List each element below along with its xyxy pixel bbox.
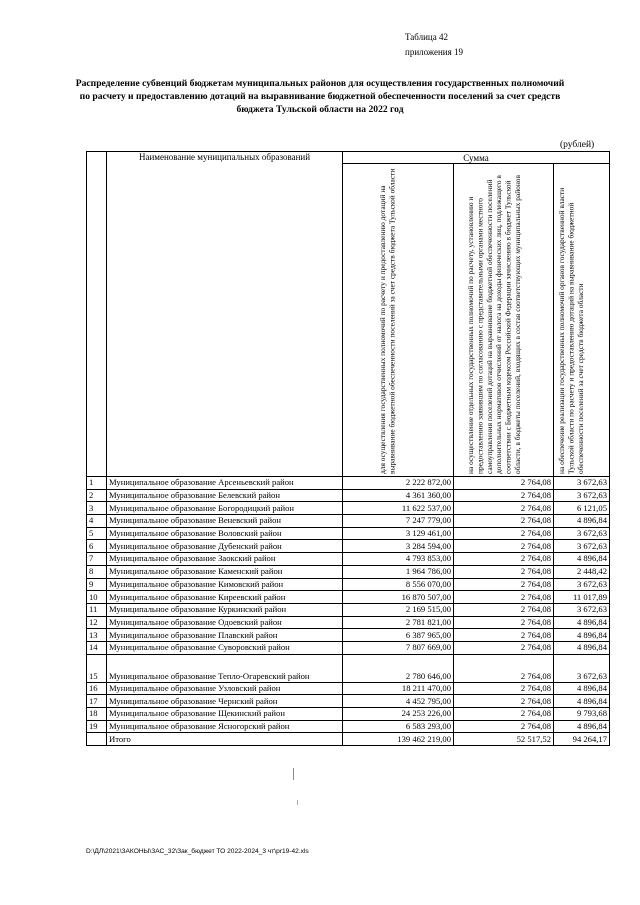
row-col-3: 6 121,05 (554, 502, 610, 515)
row-name: Муниципальное образование Щекинский район (107, 708, 343, 721)
table-row (87, 695, 610, 708)
row-col-1: 2 780 646,00 (343, 654, 454, 682)
row-name: Муниципальное образование Плавский район (107, 629, 343, 642)
header-col-2 (454, 164, 554, 477)
row-name: Муниципальное образование Узловский район (107, 682, 343, 695)
header-sum: Сумма (343, 152, 610, 164)
row-col-2: 2 764,08 (454, 629, 554, 642)
row-name: Муниципальное образование Чернский район (107, 695, 343, 708)
row-col-3: 4 896,84 (554, 720, 610, 733)
row-col-2: 2 764,08 (454, 591, 554, 604)
row-name: Муниципальное образование Арсеньевский район (107, 477, 343, 490)
row-col-1: 8 556 070,00 (343, 578, 454, 591)
table-row (87, 616, 610, 629)
header-name: Наименование муниципальных образований (107, 152, 343, 477)
row-col-1: 2 222 872,00 (343, 477, 454, 490)
header-col-3 (554, 164, 610, 477)
units-label: (рублей) (560, 140, 595, 150)
table-row (87, 720, 610, 733)
row-col-1: 4 361 360,00 (343, 489, 454, 502)
row-col-2: 2 764,08 (454, 502, 554, 515)
total-number (87, 733, 107, 746)
row-name: Муниципальное образование Веневский район (107, 515, 343, 528)
total-label: Итого (107, 733, 343, 746)
row-col-1: 2 169 515,00 (343, 603, 454, 616)
row-number: 10 (87, 591, 107, 604)
table-row (87, 540, 610, 553)
table-row (87, 682, 610, 695)
table-row (87, 591, 610, 604)
row-name: Муниципальное образование Ясногорский район (107, 720, 343, 733)
row-col-1: 7 807 669,00 (343, 641, 454, 654)
row-number: 6 (87, 540, 107, 553)
row-number: 16 (87, 682, 107, 695)
row-col-2: 2 764,08 (454, 682, 554, 695)
row-col-1: 11 622 537,00 (343, 502, 454, 515)
row-col-2: 2 764,08 (454, 695, 554, 708)
row-col-3: 4 896,84 (554, 553, 610, 566)
row-name: Муниципальное образование Заокский район (107, 553, 343, 566)
header-col-3-text: на обеспечение реализации государственных полномочий органов государственной власти Тульской области по расчету и предоставлению дотаций на выравнивание бюджетной обеспеченности поселений за счет средств бюджета области (556, 187, 585, 474)
row-number: 18 (87, 708, 107, 721)
row-col-2: 2 764,08 (454, 515, 554, 528)
header-col-2-text: на осуществление отдельных государственных полномочий по расчету, установлению и предоставлению заявившим по согласованию с представительными органами местного самоуправления поселений дотаций на выравнивание бюджетной обеспеченности поселений дополнительных нормативов отчислений от налога на доходы физических лиц, подлежащего в соответствии с Бюджетным кодексом Российской Федерации зачислению в бюджет Тульской области, в бюджеты поселений, входящих в состав соответствующих муниципальных районов (465, 175, 522, 474)
row-col-1: 18 211 470,00 (343, 682, 454, 695)
table-row (87, 708, 610, 721)
total-col-3: 94 264,17 (554, 733, 610, 746)
row-col-3: 3 672,63 (554, 654, 610, 682)
row-col-3: 4 896,84 (554, 641, 610, 654)
row-number: 2 (87, 489, 107, 502)
row-name: Муниципальное образование Тепло-Огаревский район (107, 654, 343, 682)
row-name: Муниципальное образование Каменский район (107, 565, 343, 578)
row-name: Муниципальное образование Кимовский район (107, 578, 343, 591)
row-col-3: 4 896,84 (554, 629, 610, 642)
row-col-1: 3 284 594,00 (343, 540, 454, 553)
table-row (87, 641, 610, 654)
row-col-1: 3 129 461,00 (343, 527, 454, 540)
table-row (87, 489, 610, 502)
row-number: 17 (87, 695, 107, 708)
scan-mark-2 (297, 800, 298, 805)
row-col-1: 2 781 821,00 (343, 616, 454, 629)
row-number: 9 (87, 578, 107, 591)
row-col-2: 2 764,08 (454, 527, 554, 540)
row-name: Муниципальное образование Воловский район (107, 527, 343, 540)
row-number: 11 (87, 603, 107, 616)
row-number: 13 (87, 629, 107, 642)
row-number: 4 (87, 515, 107, 528)
row-col-2: 2 764,08 (454, 489, 554, 502)
row-number: 5 (87, 527, 107, 540)
row-col-2: 2 764,08 (454, 540, 554, 553)
total-col-2: 52 517,52 (454, 733, 554, 746)
total-col-1: 139 462 219,00 (343, 733, 454, 746)
row-col-3: 3 672,63 (554, 489, 610, 502)
table-row (87, 515, 610, 528)
row-col-2: 2 764,08 (454, 720, 554, 733)
row-col-2: 2 764,08 (454, 708, 554, 721)
title-line-2: по расчету и предоставлению дотаций на выравнивание бюджетной обеспеченности поселений за счет средств (79, 91, 561, 102)
row-col-1: 6 387 965,00 (343, 629, 454, 642)
row-col-1: 24 253 226,00 (343, 708, 454, 721)
row-col-1: 4 452 795,00 (343, 695, 454, 708)
table-row (87, 578, 610, 591)
total-row (87, 733, 610, 746)
row-col-1: 1 964 786,00 (343, 565, 454, 578)
row-number: 3 (87, 502, 107, 515)
row-col-2: 2 764,08 (454, 616, 554, 629)
subsidy-table (86, 151, 610, 746)
table-row (87, 629, 610, 642)
title-line-3: бюджета Тульской области на 2022 год (236, 104, 404, 115)
table-row (87, 603, 610, 616)
row-col-2: 2 764,08 (454, 654, 554, 682)
scan-mark (293, 768, 294, 780)
table-row (87, 565, 610, 578)
row-col-2: 2 764,08 (454, 553, 554, 566)
row-col-2: 2 764,08 (454, 578, 554, 591)
file-path-footer: D:\ДЛ\2021\ЗАКОНЫ\ЗАС_32\Зак_бюджет ТО 2022-2024_3 чт\pr19-42.xls (86, 848, 309, 855)
row-col-2: 2 764,08 (454, 477, 554, 490)
row-col-3: 3 672,63 (554, 603, 610, 616)
row-col-2: 2 764,08 (454, 603, 554, 616)
row-number: 1 (87, 477, 107, 490)
row-col-3: 4 896,84 (554, 616, 610, 629)
row-col-3: 2 448,42 (554, 565, 610, 578)
table-row (87, 477, 610, 490)
table-row (87, 553, 610, 566)
row-col-3: 3 672,63 (554, 540, 610, 553)
row-col-3: 11 017,89 (554, 591, 610, 604)
table-body (87, 477, 610, 746)
row-name: Муниципальное образование Одоевский район (107, 616, 343, 629)
row-name: Муниципальное образование Суворовский район (107, 641, 343, 654)
header-number (87, 152, 107, 477)
row-col-3: 3 672,63 (554, 527, 610, 540)
row-col-3: 4 896,84 (554, 695, 610, 708)
row-col-2: 2 764,08 (454, 641, 554, 654)
table-row (87, 527, 610, 540)
table-reference (405, 30, 525, 60)
table-number: Таблица 42 (405, 32, 448, 42)
row-col-2: 2 764,08 (454, 565, 554, 578)
row-col-1: 6 583 293,00 (343, 720, 454, 733)
table-row (87, 654, 610, 682)
row-number: 7 (87, 553, 107, 566)
row-name: Муниципальное образование Дубенский район (107, 540, 343, 553)
row-name: Муниципальное образование Киреевский район (107, 591, 343, 604)
document-title (70, 77, 570, 116)
row-col-3: 4 896,84 (554, 682, 610, 695)
row-number: 14 (87, 641, 107, 654)
row-col-3: 9 793,68 (554, 708, 610, 721)
row-col-3: 4 896,84 (554, 515, 610, 528)
row-number: 15 (87, 654, 107, 682)
title-line-1: Распределение субвенций бюджетам муниципальных районов для осуществления государственных полномочий (75, 78, 565, 89)
row-col-3: 3 672,63 (554, 477, 610, 490)
row-col-1: 16 870 507,00 (343, 591, 454, 604)
header-col-1-text: для осуществления государственных полномочий по расчету и предоставлению дотаций на выравнивание бюджетной обеспеченности поселений за счет средств бюджета Тульской области (378, 168, 397, 474)
row-col-1: 7 247 779,00 (343, 515, 454, 528)
table-row (87, 502, 610, 515)
header-col-1 (343, 164, 454, 477)
row-name: Муниципальное образование Куркинский район (107, 603, 343, 616)
row-number: 8 (87, 565, 107, 578)
row-number: 12 (87, 616, 107, 629)
row-name: Муниципальное образование Богородицкий район (107, 502, 343, 515)
row-number: 19 (87, 720, 107, 733)
appendix-number: приложения 19 (405, 47, 464, 57)
row-col-3: 3 672,63 (554, 578, 610, 591)
row-col-1: 4 793 853,00 (343, 553, 454, 566)
row-name: Муниципальное образование Белевский район (107, 489, 343, 502)
